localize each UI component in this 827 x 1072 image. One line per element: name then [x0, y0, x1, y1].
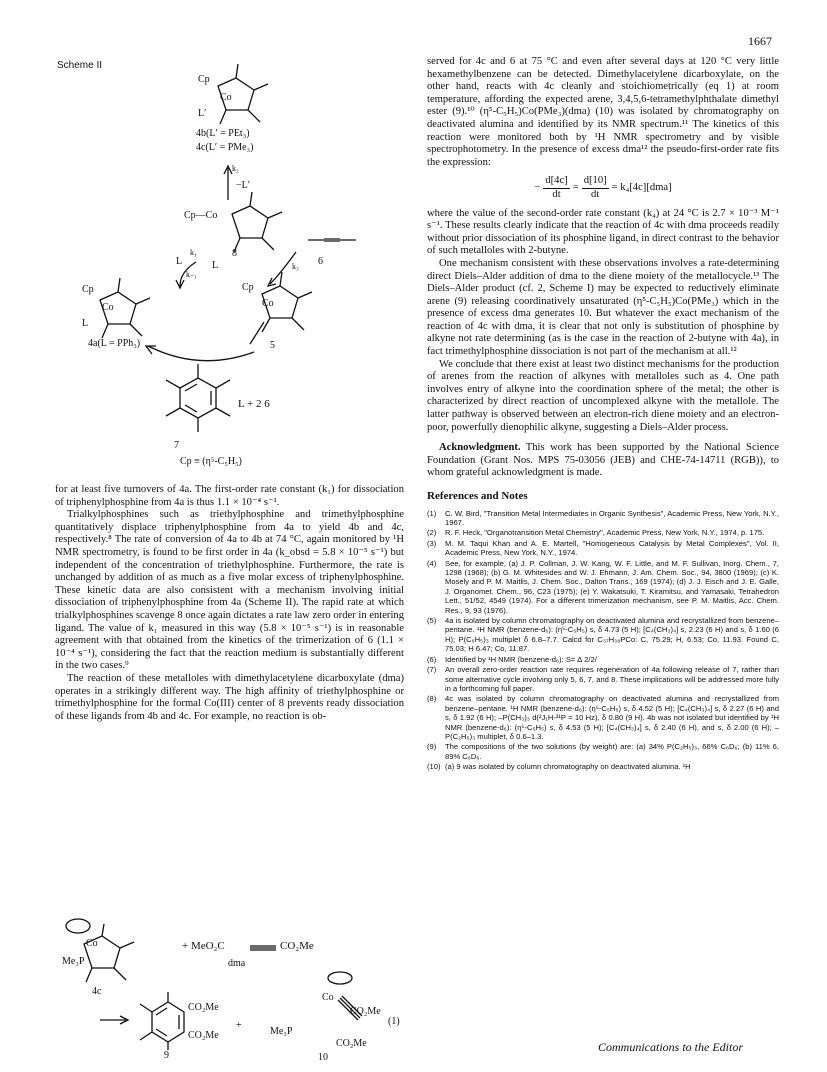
- scheme-label-4b: 4b(L′ = PEt₃): [196, 128, 250, 139]
- reference-text: See, for example, (a) J. P. Collman, J. W. Kang, W. F. Little, and M. F. Sullivan, Inorg. Chem., 7, 1298 (1968); (b) G. M. Whitesides and W. J. Ehmann, J. Am. Chem. Soc., 94, 3800 (1969); (c) K. Mosely and P. M. Maitlis, J. Chem. Soc., Dalton Trans., 169 (1974); (d) J. J. Eisch and J. E. Galle, J. Organomet. Chem., 96, C23 (1975); (e) Y. Wakatsuki, T. Kiramitsu, and Yamasaki, Tetrahedron Lett., 51/52, 4549 (1974). For a different trimerization mechanism, see P. M. Maitlis, Acc. Chem. Res., 9, 93 (1976).: [445, 558, 779, 615]
- acknowledgment-text: This work has been supported by the National Science Foundation (Grant Nos. MPS 75-03056 (JEB) and CHE-74-14711 (RGB)), to whom grateful acknowledgment is made.: [427, 442, 779, 479]
- reference-text: The compositions of the two solutions (by weight) are: (a) 34% P(C₂H₅)₃, 66% C₆D₆; (b) 11% 6, 89% C₆D₆.: [445, 742, 779, 761]
- scheme-num-5: 5: [270, 340, 275, 351]
- reference-number: (3): [427, 538, 437, 548]
- scheme-l-left: L: [176, 256, 183, 267]
- scheme-label-4a: 4a(L = PPh₃): [88, 338, 141, 349]
- scheme-minus-lprime: −L′: [236, 180, 250, 191]
- reference-text: C. W. Bird, "Transition Metal Intermediates in Organic Synthesis", Academic Press, New York, N.Y., 1967.: [445, 508, 779, 527]
- eq1-plus-dma: + MeO₂C: [182, 940, 225, 952]
- eq1-co-b: Co: [322, 992, 334, 1003]
- reference-item: [427, 539, 779, 558]
- scheme-l-plus-26: L + 2 6: [238, 398, 270, 410]
- right-paragraph-2: where the value of the second-order rate constant (k₄) at 24 °C is 2.7 × 10⁻³ M⁻¹ s⁻¹. These results clearly indicate that the reaction of 4c with dma proceeds readily without prior dissociation of its phosphine ligand, in direct contrast to the behavior of such metalloles with 2-butyne.: [427, 207, 779, 257]
- reference-number: (6): [427, 654, 437, 664]
- reference-text: 4c was isolated by column chromatography on deactivated alumina and recrystallized from benzene–pentane. ¹H NMR (benzene-d₆): (η⁵-C₅H₅) s, δ 4.52 (5 H); [C₄(CH₃)₄] s, δ 2.27 (6 H) and s, δ 1.92 (6 H); –P(CH₃)₃ d(²J₁H-³¹P = 10 Hz), δ 0.80 (9 H). 4b was not isolated but identified by ¹H NMR (benzene-d₆): (η⁵-C₅H₅) s, δ 4.53 (5 H); [C₄(CH₃)₄] s, δ 2.40 (6 H), and s, δ 2.00 (6 H); –P(C₂H₅)₃ multiplet, δ 0.6–1.3.: [445, 694, 779, 741]
- reference-item: [427, 559, 779, 615]
- scheme-title: Scheme II: [57, 60, 103, 71]
- rate-eq-num-4c: d[4c]: [543, 175, 569, 189]
- scheme-k1: k₁: [190, 248, 197, 257]
- reference-number: (2): [427, 528, 437, 538]
- acknowledgment: [427, 442, 779, 480]
- reference-text: Identified by ¹H NMR (benzene-d₆): S= ∆ 2/2/: [445, 654, 597, 664]
- butyne-6: [308, 239, 356, 241]
- page-footer: Communications to the Editor: [598, 1040, 743, 1054]
- eq1-label-4c: 4c: [92, 986, 102, 997]
- eq1-me3p-b: Me₃P: [270, 1026, 293, 1037]
- rate-eq-rhs: = k₄[4c][dma]: [611, 182, 672, 194]
- eq1-dma: dma: [228, 958, 246, 969]
- arrow-5-to-4a: [148, 346, 254, 361]
- left-paragraph-2: Trialkylphosphines such as triethylphosphine and trimethylphosphine quantitatively displace triphenylphosphine from 4a to yield 4b and 4c, respectively.⁸ The rate of conversion of 4a to 4b at 74 °C, again monitored by ¹H NMR spectrometry, is found to be first order in 4a (k_obsd = 5.8 × 10⁻⁵ s⁻¹) but independent of the concentration of triethylphosphine. Furthermore, the rate is unchanged by addition of as much as a five molar excess of triphenylphosphine. These kinetic data are also consistent with a mechanism involving initial dissociation of triphenylphosphine from 4a (Scheme II). The rapid rate at which trialkylphosphines scavenge 8 once again dictates a rate law zero order in entering ligand. The value of k₁ measured in this way (5.8 × 10⁻⁵ s⁻¹) is in reasonable agreement with that obtained from the kinetics of the trimerization of 6 (1.1 × 10⁻⁴ s⁻¹), considering the fact that the reaction medium is substantially different in the two cases.⁹: [55, 509, 404, 672]
- reference-text: (a) 9 was isolated by column chromatography on deactivated alumina. ¹H: [445, 762, 691, 772]
- scheme-label-4c: 4c(L′ = PMe₃): [196, 142, 254, 153]
- eq1-me3p: Me₃P: [62, 956, 85, 967]
- scheme-l2: L: [82, 318, 89, 329]
- reference-number: (8): [427, 694, 437, 704]
- scheme-co3: Co: [262, 298, 274, 309]
- eq1-co2me-d: CO₂Me: [336, 1038, 367, 1049]
- eq1-co2me-a: CO₂Me: [188, 1002, 219, 1013]
- scheme-kminus1: k₋₁: [186, 270, 198, 279]
- reference-number: (1): [427, 508, 437, 518]
- reference-item: [427, 665, 779, 693]
- left-paragraph-3: The reaction of these metalloles with dimethylacetylene dicarboxylate (dma) operates in a strikingly different way. The high affinity of triethylphosphine or trimethylphosphine for the formal Co(III) center of 8 prevents ready dissociation of these ligands from 4b and 4c. For example, no reaction is ob-: [55, 672, 404, 722]
- cp-ring-10: [328, 972, 352, 984]
- right-paragraph-1: served for 4c and 6 at 75 °C and even after several days at 120 °C very little hexamethylbenzene can be detected. Dimethylacetylene dicarboxylate, on the other hand, reacts with 4c cleanly and stoichiometrically (eq 1) at room temperature, affording the expected arene, 3,4,5,6-tetramethylphthalate dimethyl ester (9).¹⁰ (η⁵-C₅H₅)Co(PMe₃)(dma) (10) was isolated by chromatography on deactivated alumina and identified by its NMR spectrum.¹¹ The kinetics of this reaction were monitored both by ¹H NMR spectrometry and by visible spectrophotometry. In the presence of excess dma¹² the pseudo-first-order rate fits the expression:: [427, 56, 779, 168]
- references-heading: References and Notes: [427, 490, 528, 502]
- scheme-k2: k₂: [232, 164, 239, 173]
- scheme-l-right: L: [212, 260, 219, 271]
- left-column: [55, 484, 404, 723]
- reference-item: [427, 742, 779, 761]
- eq1-label-10: 10: [318, 1052, 328, 1063]
- methyl-bonds-8: [234, 192, 282, 252]
- scheme-k3: k₃: [292, 262, 299, 271]
- reference-number: (4): [427, 558, 437, 568]
- eq1-number: (1): [388, 1016, 400, 1027]
- rate-equation: − $\frac{d[4c]}{dt}$ = $\frac{d[10]}{dt}$ = k₄[4c][dma]: [534, 175, 672, 200]
- scheme-cp1: Cp: [198, 74, 210, 85]
- scheme-cp-co: Cp—Co: [184, 210, 218, 221]
- reference-text: An overall zero-order reaction rate requires regeneration of 4a following release of 7, rather than some alternative cycle involving only 5, 6, 7, and 8. These implications will be addressed more fully in a forthcoming full paper.: [445, 665, 779, 693]
- metallole-ring-8: [232, 206, 268, 238]
- reference-item: [427, 616, 779, 654]
- right-column: [427, 56, 779, 773]
- reference-number: (10): [427, 762, 441, 772]
- rate-eq-den-1: dt: [552, 188, 561, 200]
- acknowledgment-label: Acknowledgment.: [439, 442, 521, 454]
- eq1-label-9: 9: [164, 1050, 169, 1061]
- reference-item: [427, 655, 779, 664]
- eq1-co2me-right: CO₂Me: [280, 940, 314, 952]
- reference-number: (7): [427, 665, 437, 675]
- equation-1-drawing: [40, 904, 460, 1054]
- cp-ring-4c: [66, 919, 90, 933]
- scheme-co1: Co: [220, 92, 232, 103]
- scheme-num-8: 8: [232, 248, 237, 259]
- reference-number: (5): [427, 616, 437, 626]
- left-paragraph-1: for at least five turnovers of 4a. The first-order rate constant (k₁) for dissociation of triphenylphosphine from 4a is thus 1.1 × 10⁻⁴ s⁻¹.: [55, 484, 404, 508]
- reference-text: R. F. Heck, "Organotransition Metal Chemistry", Academic Press, New York, N.Y., 1974, p. 175.: [445, 528, 765, 538]
- reference-text: 4a is isolated by column chromatography on deactivated alumina and recrystallized from benzene–pentane. ¹H NMR (benzene-d₆): (η⁵-C₅H₅) s, δ 4.73 (5 H); [C₄(CH₃)₄] s, 2.23 (6 H) and s, δ 1.60 (6 H); P(C₆H₅)₃ multiplet δ 6.8–7.7. Calcd for C₃₇H₃₈PCo: C, 75.29; H, 6.53; Co, 11.93. Found C, 75.03; H 6.47; Co, 11.87.: [445, 616, 779, 654]
- reference-number: (9): [427, 742, 437, 752]
- scheme-co2: Co: [102, 302, 114, 313]
- eq1-co2me-b: CO₂Me: [188, 1030, 219, 1041]
- rate-eq-den-2: dt: [591, 188, 600, 200]
- eq1-co2me-c: CO₂Me: [350, 1006, 381, 1017]
- page-number: 1667: [748, 34, 772, 48]
- methyl-bonds-7: [166, 364, 230, 432]
- right-paragraph-4: We conclude that there exist at least two distinct mechanisms for the production of arenes from the reaction of alkynes with metalloles such as 4. One path involves entry of alkyne into the coordination sphere of the metal; the other is characterized by direct reaction of uncomplexed alkyne with the metallole. The latter pathway is observed between an electron-rich diene moiety and an electron-poor, powerfully dienophilic alkyne, suggesting a Diels–Alder process.: [427, 358, 779, 433]
- methyl-bonds-5: [250, 272, 312, 344]
- right-paragraph-3: One mechanism consistent with these observations involves a rate-determining direct Diels–Alder addition of dma to the diene moiety of the metallocycle.¹³ The Diels–Alder product (cf. 2, Scheme I) may be expected to reductively eliminate arene (9) releasing coordinatively unsaturated (η⁵-C₅H₅)Co(PMe₃) which in the presence of excess dma generates 10. But whatever the exact mechanism of the reaction of 4c with dma, it is clear that not only is substitution of phosphine by alkyne not rate determining (as is the case in the reaction of 2-butyne with 4a), in fact trimethylphosphine dissociation is not part of the mechanism at all.¹²: [427, 257, 779, 358]
- reference-item: [427, 528, 779, 537]
- eq1-co: Co: [86, 938, 98, 949]
- reference-item: [427, 694, 779, 741]
- eq1-plus: +: [236, 1020, 242, 1031]
- scheme-cp-definition: Cp ≡ (η⁵-C₅H₅): [180, 456, 242, 467]
- reference-text: M. M. Taqui Khan and A. E. Martell, "Homogeneous Catalysis by Metal Complexes", Vol. II, Academic Press, New York, N.Y., 1974.: [445, 538, 779, 558]
- scheme-lprime1: L′: [198, 108, 207, 119]
- dma-alkyne: [250, 946, 276, 950]
- reference-item: [427, 509, 779, 528]
- scheme-num-7: 7: [174, 440, 179, 451]
- scheme-num-6: 6: [318, 256, 323, 267]
- scheme-cp3: Cp: [242, 282, 254, 293]
- rate-eq-num-10: d[10]: [582, 175, 609, 189]
- scheme-cp2: Cp: [82, 284, 94, 295]
- references-list: [427, 509, 779, 772]
- reference-item: [427, 762, 779, 771]
